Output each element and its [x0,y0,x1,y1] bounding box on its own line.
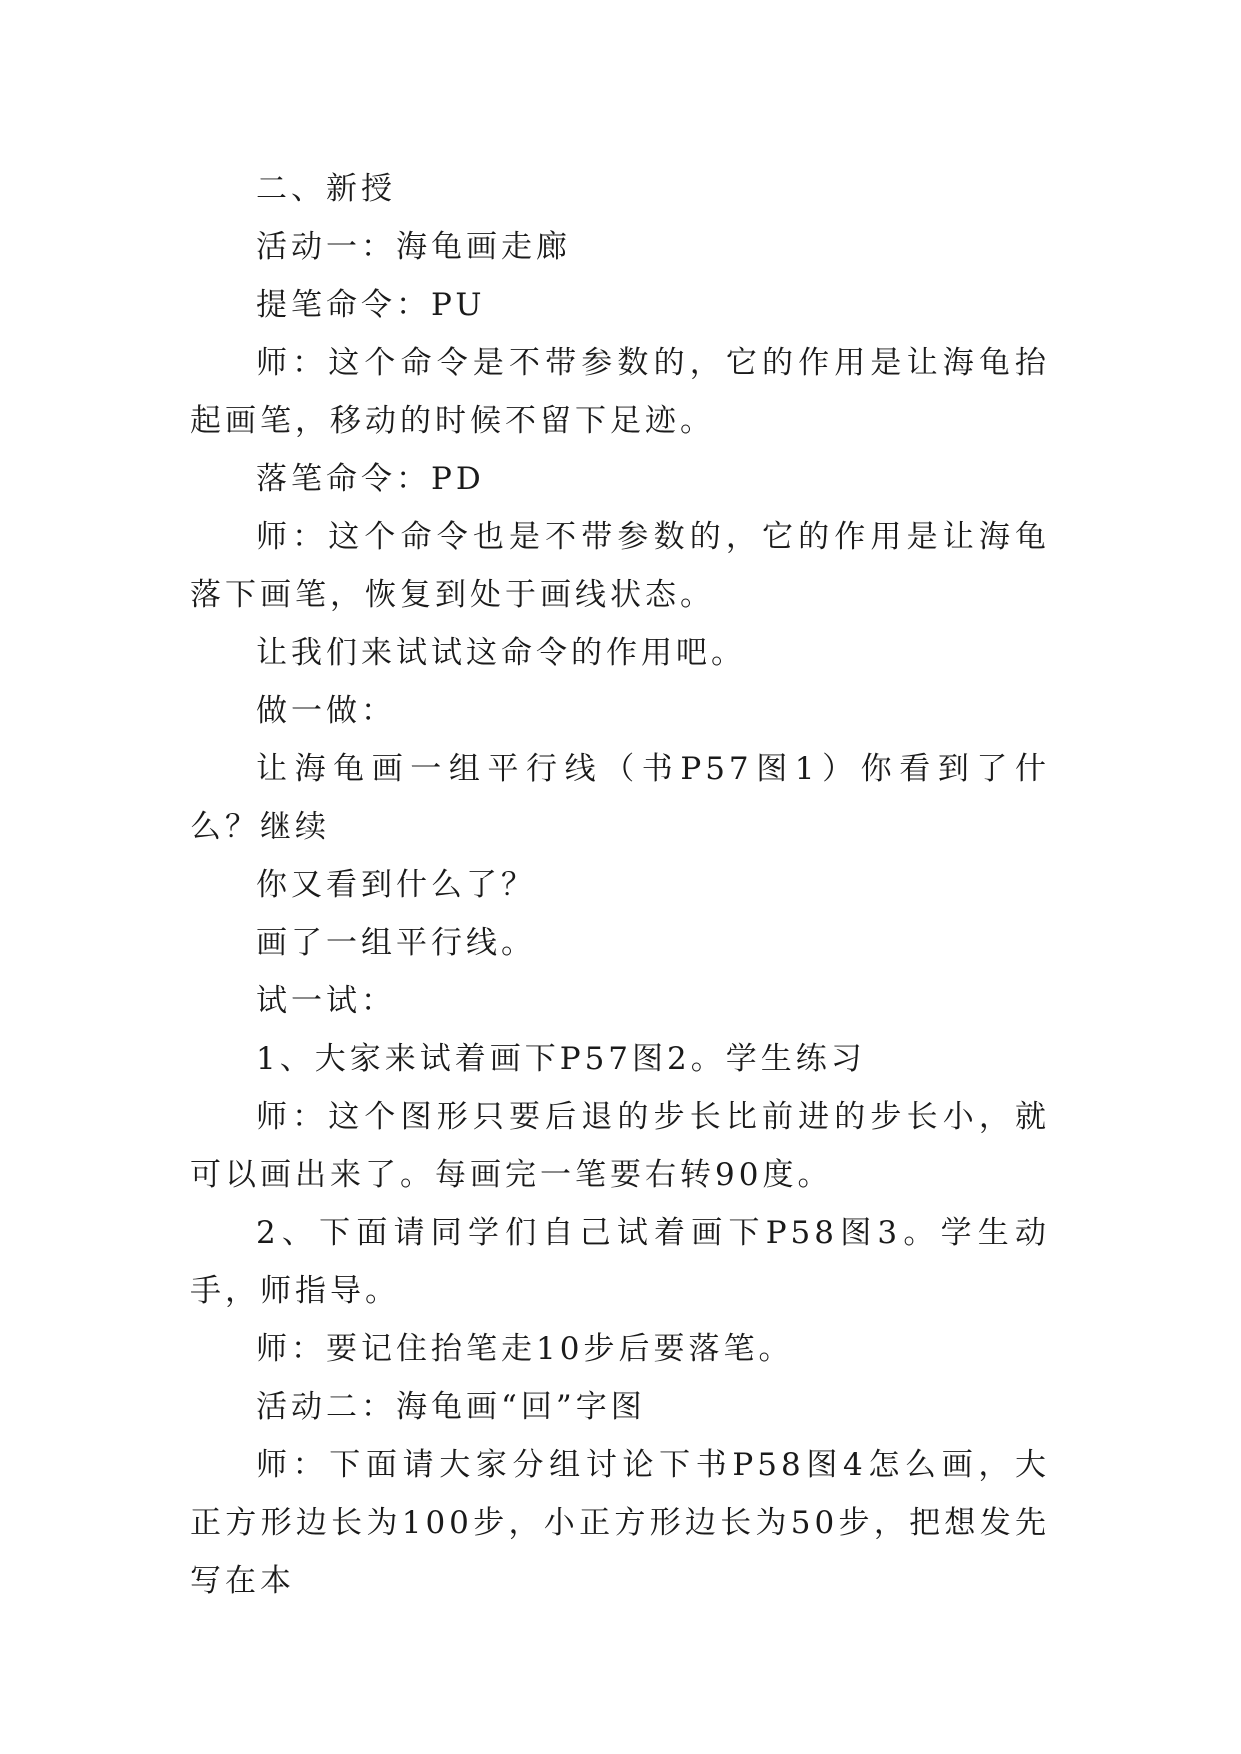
paragraph: 师：这个命令也是不带参数的，它的作用是让海龟落下画笔，恢复到处于画线状态。 [190,519,1050,613]
paragraph: 让海龟画一组平行线（书P57图1）你看到了什么？继续 [190,751,1050,845]
paragraph: 画了一组平行线。 [256,925,536,961]
paragraph: 试一试： [256,983,396,1019]
paragraph: 让我们来试试这命令的作用吧。 [256,635,746,671]
paragraph: 提笔命令：PU [256,287,486,323]
paragraph: 落笔命令：PD [256,461,485,497]
paragraph: 做一做： [256,693,396,729]
paragraph: 师：这个图形只要后退的步长比前进的步长小，就可以画出来了。每画完一笔要右转90度。 [190,1099,1050,1193]
activity-heading: 活动二：海龟画“回”字图 [256,1389,646,1425]
document-body [190,160,1050,1610]
activity-heading: 活动一：海龟画走廊 [256,229,571,265]
section-heading: 二、新授 [256,171,396,207]
paragraph: 2、下面请同学们自己试着画下P58图3。学生动手，师指导。 [190,1215,1050,1309]
paragraph: 1、大家来试着画下P57图2。学生练习 [256,1041,866,1077]
paragraph: 你又看到什么了？ [256,867,536,903]
paragraph: 师：要记住抬笔走10步后要落笔。 [256,1331,794,1367]
paragraph: 师：下面请大家分组讨论下书P58图4怎么画，大正方形边长为100步，小正方形边长为50步，把想发先写在本 [190,1447,1050,1599]
paragraph: 师：这个命令是不带参数的，它的作用是让海龟抬起画笔，移动的时候不留下足迹。 [190,345,1050,439]
